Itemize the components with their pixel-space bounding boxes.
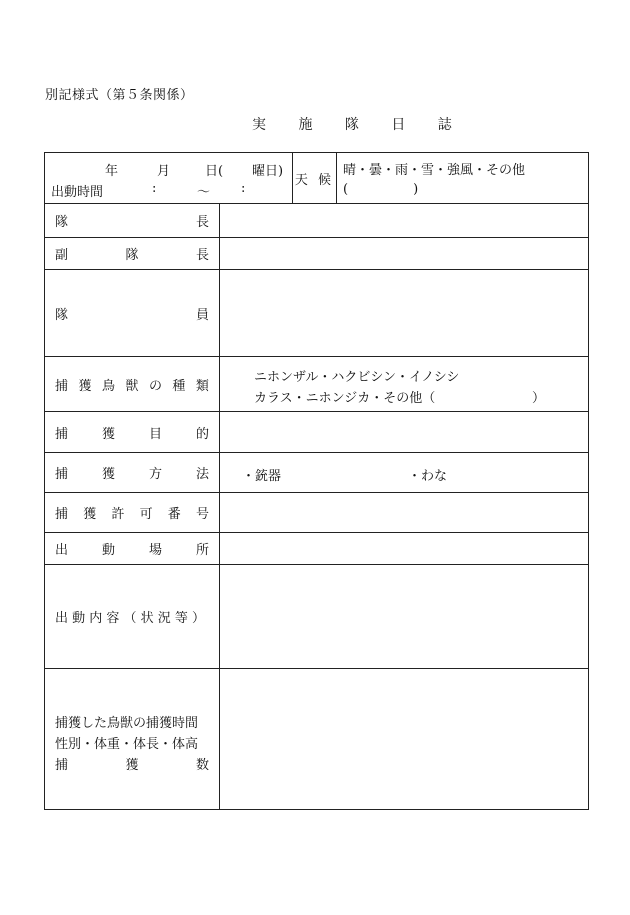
month-label: 月 [157, 164, 171, 179]
captured-label [45, 669, 220, 809]
year-label: 年 [105, 164, 119, 179]
vice-captain-label-char: 隊 [125, 248, 139, 263]
permit-label-char: 獲 [83, 507, 97, 522]
captain-row [45, 204, 588, 238]
species-label-char: の [148, 378, 162, 394]
annex-reference: 別記様式（第５条関係） [45, 88, 194, 103]
purpose-label-char: 獲 [101, 426, 115, 442]
day-label: 日( [205, 164, 224, 179]
permit-row [45, 493, 588, 533]
member-label-char: 員 [195, 307, 209, 323]
species-label-char: 捕 [55, 378, 69, 394]
permit-label-char: 号 [195, 507, 209, 522]
vice-captain-field[interactable] [220, 238, 588, 269]
species-row [45, 357, 588, 412]
method-row [45, 453, 588, 493]
captured-count-label [55, 754, 209, 773]
species-label-char: 種 [172, 378, 186, 394]
vice-captain-label [45, 238, 220, 269]
captain-label [45, 204, 220, 237]
method-label-char: 獲 [101, 467, 115, 482]
time-range-tilde: 〜 [197, 185, 211, 200]
place-field[interactable] [220, 533, 588, 564]
method-label-char: 方 [148, 467, 162, 482]
content-label-text: 出 動 内 容 （ 状 況 等 ） [55, 611, 206, 626]
species-options[interactable] [220, 357, 588, 411]
captured-field[interactable] [220, 669, 588, 809]
vice-captain-label-char: 長 [195, 248, 209, 263]
vice-captain-row [45, 238, 588, 270]
content-field[interactable] [220, 565, 588, 668]
permit-label-char: 許 [111, 507, 125, 522]
species-options-line1: ニホンザル・ハクビシン・イノシシ [254, 370, 460, 385]
captured-label-line2: 性別・体重・体長・体高 [55, 737, 199, 752]
member-row [45, 270, 588, 357]
purpose-field[interactable] [220, 412, 588, 452]
captured-count-char: 獲 [125, 758, 139, 773]
permit-label [45, 493, 220, 532]
permit-label-char: 捕 [55, 507, 69, 522]
species-options-line2: カラス・ニホンジカ・その他（ [254, 391, 436, 406]
permit-field[interactable] [220, 493, 588, 532]
dispatch-time-label: 出動時間 [51, 185, 104, 200]
place-label-char: 出 [55, 543, 69, 558]
method-trap-option[interactable]: ・わな [408, 469, 448, 484]
report-form [44, 152, 589, 810]
method-gun-option[interactable]: ・銃器 [242, 469, 282, 484]
method-label-char: 法 [195, 467, 209, 482]
content-row [45, 565, 588, 669]
date-time-weather-row [45, 153, 588, 204]
permit-label-char: 可 [139, 507, 153, 522]
member-label [45, 270, 220, 356]
weather-options[interactable]: 晴・曇・雨・雪・強風・その他( ) [343, 163, 526, 197]
purpose-label-char: 的 [195, 426, 209, 442]
captured-label-line1: 捕獲した鳥獣の捕獲時間 [55, 716, 199, 731]
captured-count-char: 捕 [55, 758, 69, 773]
species-label-char: 獲 [78, 378, 92, 394]
end-time-colon: : [241, 181, 246, 196]
species-label-char: 鳥 [101, 378, 115, 394]
captured-count-char: 数 [195, 758, 209, 773]
place-row [45, 533, 588, 565]
place-label-char: 動 [101, 543, 115, 558]
species-label [45, 357, 220, 411]
captured-row [45, 669, 588, 809]
species-label-char: 類 [195, 378, 209, 394]
captain-label-char: 隊 [55, 215, 69, 230]
content-label [45, 565, 220, 668]
member-field[interactable] [220, 270, 588, 356]
captain-label-char: 長 [195, 215, 209, 230]
member-label-char: 隊 [55, 307, 69, 323]
place-label [45, 533, 220, 564]
weekday-label: 曜日) [252, 164, 284, 179]
vice-captain-label-char: 副 [55, 248, 69, 263]
method-label [45, 453, 220, 492]
document-title: 実 施 隊 日 誌 [252, 117, 466, 133]
method-options [220, 453, 588, 492]
weather-label: 天 候 [293, 153, 337, 203]
species-label-char: 獣 [125, 378, 139, 394]
purpose-row [45, 412, 588, 453]
date-time-cell[interactable] [45, 153, 293, 203]
start-time-colon: : [152, 181, 157, 196]
species-other-close-paren: ） [532, 391, 546, 406]
permit-label-char: 番 [167, 507, 181, 522]
method-label-char: 捕 [55, 467, 69, 482]
captain-field[interactable] [220, 204, 588, 237]
place-label-char: 場 [148, 543, 162, 558]
purpose-label-char: 目 [148, 426, 162, 442]
purpose-label [45, 412, 220, 452]
place-label-char: 所 [195, 543, 209, 558]
purpose-label-char: 捕 [55, 426, 69, 442]
